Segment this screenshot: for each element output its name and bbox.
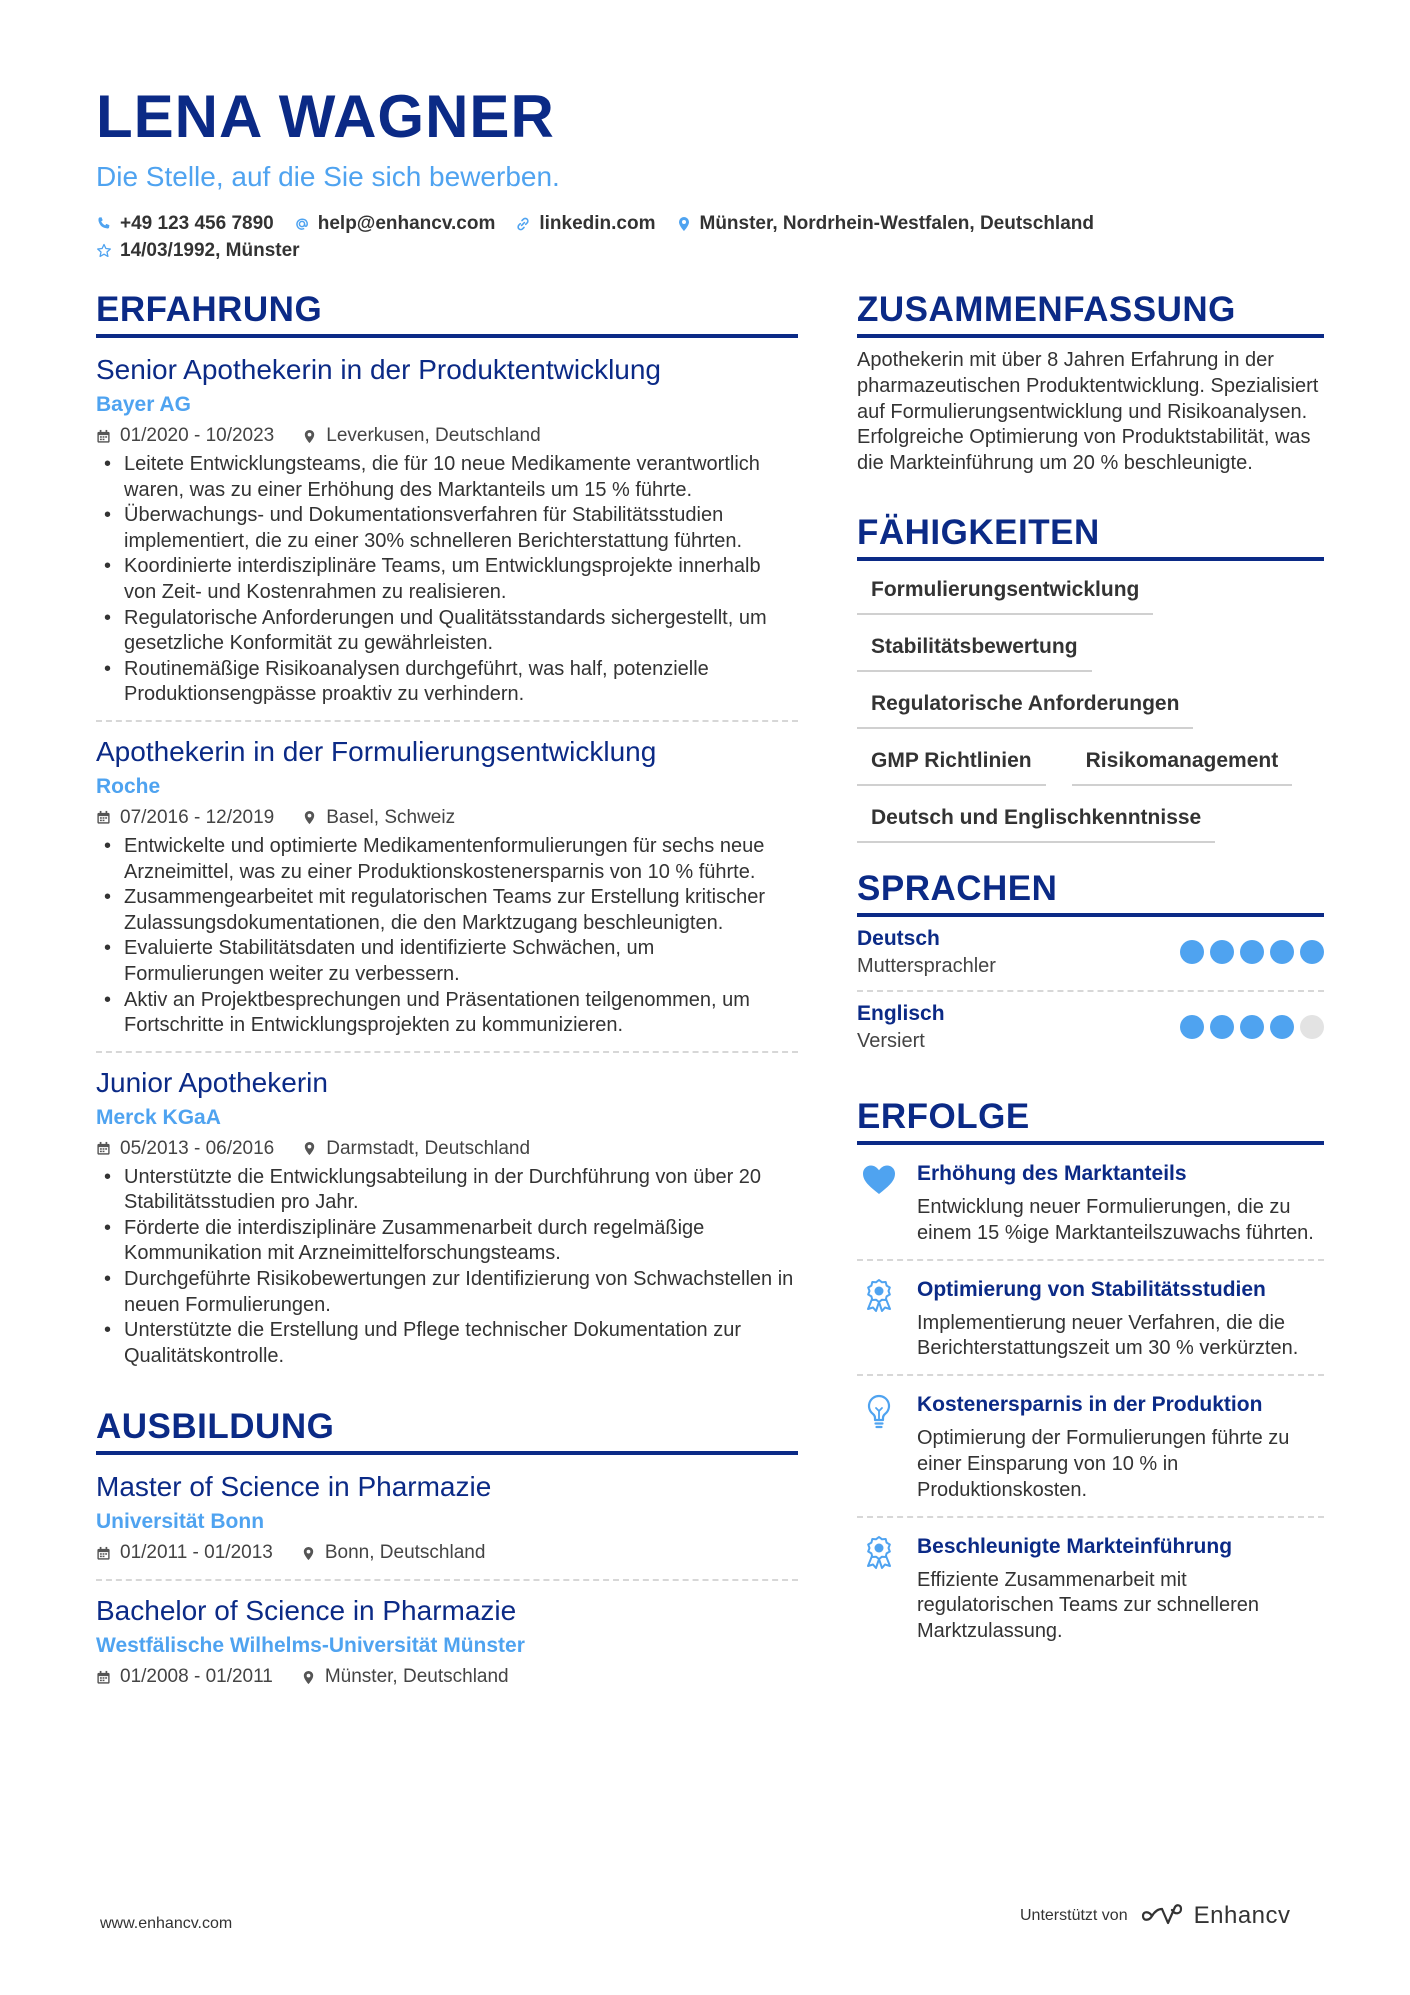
education-dates [96, 1539, 273, 1567]
job-dates [96, 804, 274, 832]
summary-text: Apothekerin mit über 8 Jahren Erfahrung in der pharmazeutischen Produktentwicklung. Spezialisiert auf Formulierungsentwicklung und Risikoanalysen. Erfolgreiche Optimierung von Produktstabilität, was die Markteinführung um 20 % beschleunigte. [857, 349, 1319, 475]
summary-heading: ZUSAMMENFASSUNG [857, 288, 1324, 338]
achievement-icon-wrap [857, 1275, 901, 1363]
contact-birth [96, 237, 300, 264]
job-bullet: • Zusammengearbeitet mit regulatorischen Teams zur Erstellung kritischer Zulassungsdokumentationen, die den Marktzugang beschleunigten. [96, 885, 798, 936]
resume-header [96, 80, 1326, 264]
award-icon [860, 1534, 898, 1572]
skills-heading: FÄHIGKEITEN [857, 511, 1324, 561]
location-pin-icon [302, 1141, 317, 1156]
job-bullets [96, 1165, 798, 1370]
contact-email[interactable] [294, 210, 496, 237]
skill-tag: Stabilitätsbewertung [857, 632, 1092, 672]
language-rating [1174, 940, 1324, 964]
education-dates-text: 01/2011 - 01/2013 [120, 1542, 273, 1564]
job-bullet: • Evaluierte Stabilitätsdaten und identifizierte Schwächen, um Formulierungen weiter zu verbessern. [96, 936, 798, 987]
jobs-list [96, 338, 798, 1369]
heart-icon [860, 1161, 898, 1199]
job-bullet: • Regulatorische Anforderungen und Qualitätsstandards sichergestellt, um gesetzliche Konformität zu gewährleisten. [96, 606, 798, 657]
phone-text: +49 123 456 7890 [120, 213, 274, 234]
footer-website[interactable]: www.enhancv.com [100, 1915, 233, 1932]
achievement-entry [857, 1259, 1324, 1375]
achievement-text: Effiziente Zusammenarbeit mit regulatorischen Teams zur schnelleren Marktzulassung. [917, 1568, 1260, 1643]
contact-info [96, 210, 1326, 264]
job-bullets [96, 834, 798, 1039]
company-name: Bayer AG [96, 393, 191, 416]
education-dates [96, 1663, 273, 1691]
education-entry [96, 1455, 798, 1567]
link-icon [515, 216, 531, 232]
achievements-list [857, 1145, 1324, 1657]
achievements-section [857, 1095, 1324, 1657]
language-rating [1174, 1015, 1324, 1039]
achievement-body [901, 1532, 1324, 1645]
location-pin-icon [302, 810, 317, 825]
education-entry [96, 1579, 798, 1691]
job-bullet: • Aktiv an Projektbesprechungen und Präsentationen teilgenommen, um Fortschritte in Entwicklungsprojekten zu kommunizieren. [96, 988, 798, 1039]
achievements-heading: ERFOLGE [857, 1095, 1324, 1145]
education-heading: AUSBILDUNG [96, 1405, 798, 1455]
location-pin-icon [302, 429, 317, 444]
birth-text: 14/03/1992, Münster [120, 240, 300, 261]
powered-by-text: Unterstützt von [1020, 1907, 1128, 1924]
job-dates [96, 1135, 274, 1163]
job-location-text: Darmstadt, Deutschland [326, 1137, 531, 1159]
location-text: Münster, Nordrhein-Westfalen, Deutschland [699, 213, 1094, 234]
achievement-title: Optimierung von Stabilitätsstudien [917, 1277, 1266, 1301]
job-location [302, 804, 455, 832]
experience-heading: ERFAHRUNG [96, 288, 798, 338]
linkedin-text: linkedin.com [539, 213, 656, 234]
rating-dot [1210, 1015, 1234, 1039]
left-column [96, 288, 798, 1691]
job-meta [96, 804, 798, 832]
calendar-icon [96, 1546, 111, 1561]
language-entry [857, 917, 1324, 990]
calendar-icon [96, 429, 111, 444]
achievement-entry [857, 1516, 1324, 1657]
skill-tag: Risikomanagement [1072, 746, 1293, 786]
company-name: Merck KGaA [96, 1105, 221, 1129]
degree-title: Master of Science in Pharmazie [96, 1471, 492, 1503]
language-name: Englisch [857, 1001, 945, 1025]
job-bullet: • Koordinierte interdisziplinäre Teams, um Entwicklungsprojekte innerhalb von Zeit- und Kostenrahmen zu realisieren. [96, 554, 798, 605]
job-bullet: • Durchgeführte Risikobewertungen zur Identifizierung von Schwachstellen in neuen Formulierungen. [96, 1267, 798, 1318]
achievement-text: Implementierung neuer Verfahren, die die Berichterstattungszeit um 30 % verkürzten. [917, 1311, 1299, 1360]
achievement-body [901, 1275, 1324, 1363]
achievement-title: Erhöhung des Marktanteils [917, 1161, 1187, 1185]
job-entry [96, 720, 798, 1039]
languages-heading: SPRACHEN [857, 867, 1324, 917]
education-meta [96, 1663, 798, 1691]
achievement-entry [857, 1374, 1324, 1515]
location-pin-icon [301, 1670, 316, 1685]
job-location [302, 1135, 530, 1163]
job-dates-text: 05/2013 - 06/2016 [120, 1137, 275, 1159]
job-location [302, 422, 540, 450]
language-name: Deutsch [857, 926, 940, 950]
contact-phone[interactable] [96, 210, 274, 237]
achievement-title: Kostenersparnis in der Produktion [917, 1393, 1263, 1417]
rating-dot [1270, 1015, 1294, 1039]
achievement-body [901, 1390, 1324, 1503]
location-pin-icon [301, 1546, 316, 1561]
rating-dot [1300, 940, 1324, 964]
candidate-name: LENA WAGNER [96, 83, 555, 150]
rating-dot [1300, 1015, 1324, 1039]
brand-name: Enhancv [1193, 1902, 1291, 1929]
education-meta [96, 1539, 798, 1567]
company-name: Roche [96, 774, 161, 798]
star-icon [96, 243, 112, 259]
skills-list [857, 575, 1324, 843]
job-bullets [96, 452, 798, 708]
job-dates-text: 07/2016 - 12/2019 [120, 806, 275, 828]
experience-section [96, 288, 798, 1369]
degree-title: Bachelor of Science in Pharmazie [96, 1595, 517, 1627]
school-name: Westfälische Wilhelms-Universität Münster [96, 1634, 525, 1658]
skill-tag: Formulierungsentwicklung [857, 575, 1153, 615]
calendar-icon [96, 810, 111, 825]
education-location [301, 1663, 509, 1691]
languages-section [857, 867, 1324, 1065]
rating-dot [1210, 940, 1234, 964]
skill-tag: Regulatorische Anforderungen [857, 689, 1193, 729]
award-icon [860, 1277, 898, 1315]
job-entry [96, 1051, 798, 1370]
language-entry [857, 990, 1324, 1065]
calendar-icon [96, 1141, 111, 1156]
achievement-title: Beschleunigte Markteinführung [917, 1534, 1233, 1558]
achievement-entry [857, 1145, 1324, 1259]
enhancv-logo-icon [1140, 1903, 1186, 1929]
job-entry [96, 338, 798, 708]
skill-tag: GMP Richtlinien [857, 746, 1046, 786]
achievement-icon-wrap [857, 1390, 901, 1503]
education-location-text: Bonn, Deutschland [324, 1542, 486, 1564]
location-pin-icon [676, 216, 692, 232]
job-location-text: Leverkusen, Deutschland [326, 425, 541, 446]
education-section [96, 1405, 798, 1691]
job-bullet: • Entwickelte und optimierte Medikamentenformulierungen für sechs neue Arzneimittel, was zu einer Produktionskostenersparnis von 10 % führte. [96, 834, 798, 885]
achievement-icon-wrap [857, 1532, 901, 1645]
job-bullet: • Überwachungs- und Dokumentationsverfahren für Stabilitätsstudien implementiert, die zu einer 30% schnelleren Berichterstattung führten. [96, 503, 798, 554]
calendar-icon [96, 1670, 111, 1685]
at-icon [294, 216, 310, 232]
contact-location [676, 210, 1094, 237]
education-location [301, 1539, 486, 1567]
job-meta [96, 422, 798, 450]
language-level: Versiert [857, 1029, 925, 1052]
rating-dot [1270, 940, 1294, 964]
education-dates-text: 01/2008 - 01/2011 [120, 1666, 273, 1688]
rating-dot [1180, 940, 1204, 964]
rating-dot [1240, 1015, 1264, 1039]
achievement-text: Entwicklung neuer Formulierungen, die zu einem 15 %ige Marktanteilszuwachs führten. [917, 1195, 1314, 1244]
job-bullet: • Unterstützte die Entwicklungsabteilung in der Durchführung von über 20 Stabilitätsstudien pro Jahr. [96, 1165, 798, 1216]
phone-icon [96, 216, 112, 232]
footer-branding [1020, 1902, 1291, 1930]
skills-section [857, 511, 1324, 843]
lightbulb-icon [860, 1392, 898, 1430]
education-list [96, 1455, 798, 1691]
achievement-icon-wrap [857, 1159, 901, 1247]
job-bullet: • Förderte die interdisziplinäre Zusammenarbeit durch regelmäßige Kommunikation mit Arzneimittelforschungsteams. [96, 1216, 798, 1267]
job-meta [96, 1135, 798, 1163]
job-dates [96, 422, 274, 450]
job-bullet: • Routinemäßige Risikoanalysen durchgeführt, was half, potenzielle Produktionsengpässe proaktiv zu verhindern. [96, 657, 798, 708]
job-title: Senior Apothekerin in der Produktentwicklung [96, 354, 662, 385]
job-dates-text: 01/2020 - 10/2023 [120, 425, 275, 446]
job-title: Junior Apothekerin [96, 1066, 328, 1098]
skill-tag: Deutsch und Englischkenntnisse [857, 803, 1215, 843]
email-text: help@enhancv.com [317, 213, 496, 234]
education-location-text: Münster, Deutschland [324, 1666, 509, 1688]
job-tagline: Die Stelle, auf die Sie sich bewerben. [96, 161, 560, 192]
language-level: Muttersprachler [857, 954, 996, 977]
rating-dot [1180, 1015, 1204, 1039]
job-bullet: • Unterstützte die Erstellung und Pflege technischer Dokumentation zur Qualitätskontrolle. [96, 1318, 798, 1369]
school-name: Universität Bonn [96, 1510, 265, 1534]
achievement-body [901, 1159, 1324, 1247]
achievement-text: Optimierung der Formulierungen führte zu einer Einsparung von 10 % in Produktionskosten. [917, 1427, 1290, 1501]
job-bullet: • Leitete Entwicklungsteams, die für 10 neue Medikamente verantwortlich waren, was zu einer Erhöhung des Marktanteils um 15 % führte. [96, 452, 798, 503]
summary-section [857, 288, 1324, 477]
job-title: Apothekerin in der Formulierungsentwicklung [96, 735, 657, 767]
contact-linkedin[interactable] [515, 210, 655, 237]
job-location-text: Basel, Schweiz [326, 806, 456, 828]
right-column [857, 288, 1324, 1657]
rating-dot [1240, 940, 1264, 964]
languages-list [857, 917, 1324, 1065]
